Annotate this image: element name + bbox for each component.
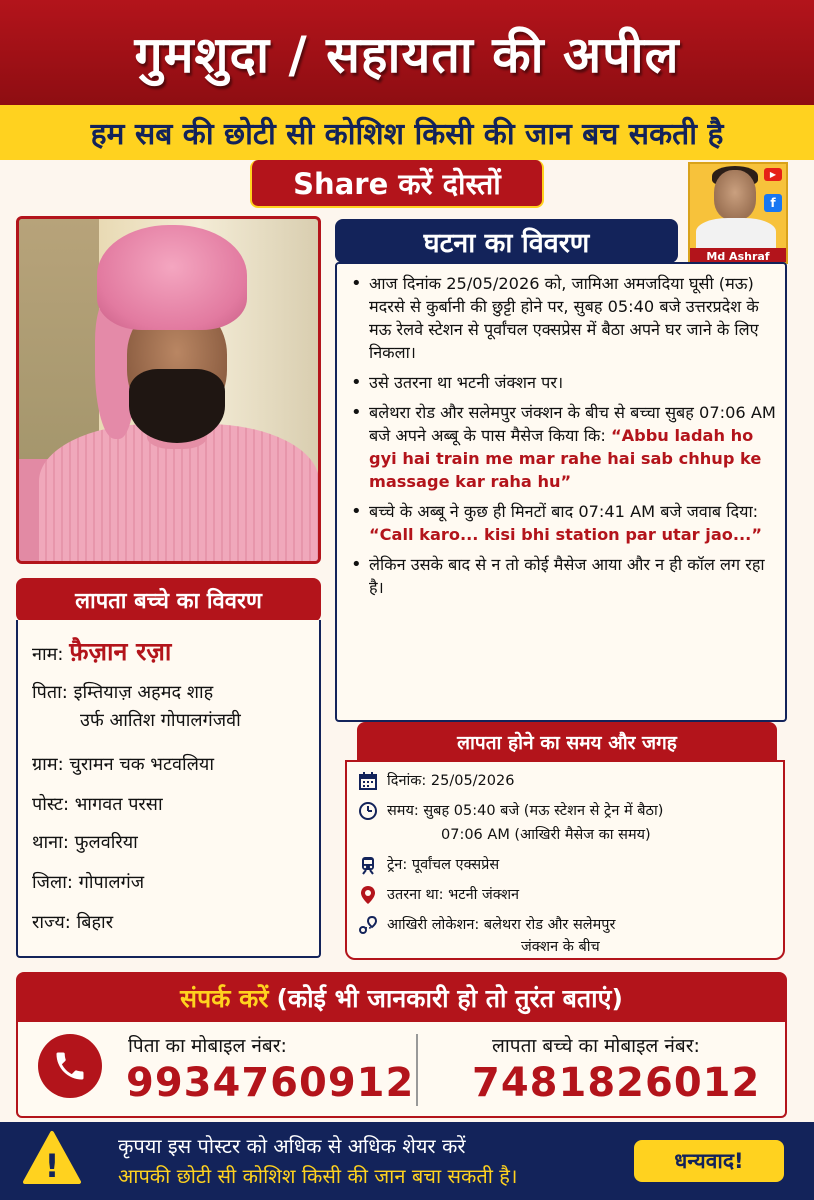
child-name-row — [32, 634, 171, 668]
village-value: चुरामन चक भटवलिया — [69, 754, 214, 775]
district-label: जिला: — [32, 872, 73, 893]
child-details-panel — [16, 620, 321, 958]
post-label: पोस्ट: — [32, 794, 70, 815]
share-badge — [250, 160, 544, 208]
train-name: ट्रेन: पूर्वांचल एक्सप्रेस — [387, 857, 500, 873]
photo-beard — [129, 369, 225, 443]
district-value: गोपालगंज — [78, 872, 145, 893]
police-station-row — [32, 830, 138, 854]
calendar-icon — [357, 770, 379, 792]
incident-panel — [335, 262, 787, 722]
police-station-label: थाना: — [32, 832, 69, 853]
village-label: ग्राम: — [32, 754, 64, 775]
share-label: Share करें दोस्तों — [293, 166, 501, 201]
district-row — [32, 870, 144, 894]
child-photo — [16, 216, 321, 564]
profile-name: Md Ashraf — [690, 248, 786, 264]
state-value: बिहार — [76, 912, 114, 933]
destination-row — [357, 884, 519, 906]
bullet-text: बच्चे के अब्बू ने कुछ ही मिनटों बाद 07:41 AM बजे जवाब दिया: — [369, 502, 759, 521]
incident-list — [351, 272, 781, 606]
profile-avatar — [688, 162, 788, 264]
route-icon — [357, 914, 379, 936]
clock-icon — [357, 800, 379, 822]
contact-divider — [416, 1034, 418, 1106]
child-phone-number[interactable]: 7481826012 — [472, 1060, 761, 1106]
time-place-panel — [345, 760, 785, 960]
location-pin-icon — [357, 884, 379, 906]
incident-header-label: घटना का विवरण — [423, 227, 590, 259]
state-row — [32, 910, 113, 934]
father-row — [32, 680, 213, 704]
incident-header — [335, 219, 678, 263]
father-phone-number[interactable]: 9934760912 — [126, 1060, 415, 1106]
title-banner — [0, 0, 814, 105]
father-phone-label: पिता का मोबाइल नंबर: — [128, 1035, 287, 1057]
footer-banner — [0, 1122, 814, 1200]
bullet-text: बलेथरा रोड और सलेमपुर जंक्शन के बीच से बच्चा सुबह 07:06 AM बजे अपने अब्बू के पास मैसेज किया कि: — [369, 403, 776, 445]
youtube-icon: ▶ — [764, 168, 782, 181]
poster-tagline: हम सब की छोटी सी कोशिश किसी की जान बच सकती है — [90, 117, 724, 152]
police-station-value: फुलवरिया — [74, 832, 138, 853]
photo-turban — [97, 225, 247, 330]
missing-time: समय: सुबह 05:40 बजे (मऊ स्टेशन से ट्रेन में बैठा) — [387, 803, 664, 819]
missing-date: दिनांक: 25/05/2026 — [387, 773, 515, 789]
post-value: भागवत परसा — [74, 794, 163, 815]
father-name: इम्तियाज़ अहमद शाह — [73, 682, 214, 703]
contact-header — [16, 972, 787, 1024]
time-place-header — [357, 722, 777, 762]
father-label: पिता: — [32, 682, 68, 703]
time-place-header-label: लापता होने का समय और जगह — [457, 732, 677, 754]
list-item — [351, 371, 781, 394]
thanks-badge: धन्यवाद! — [634, 1140, 784, 1182]
list-item — [351, 272, 781, 364]
time-row — [357, 800, 663, 822]
tagline-banner — [0, 105, 814, 160]
last-location: आखिरी लोकेशन: बलेथरा रोड और सलेमपुर — [387, 917, 616, 933]
destination-station: उतरना था: भटनी जंक्शन — [387, 887, 520, 903]
message-quote: “Abbu ladah ho gyi hai train me mar rahe hai sab chhup ke massage kar raha hu” — [369, 426, 762, 491]
reply-quote: “Call karo... kisi bhi station par utar jao...” — [369, 525, 762, 544]
last-location-cont-row — [521, 936, 600, 956]
last-location-row — [357, 914, 615, 936]
footer-share-request: कृपया इस पोस्टर को अधिक से अधिक शेयर करें — [118, 1134, 466, 1158]
phone-icon — [38, 1034, 102, 1098]
facebook-icon: f — [764, 194, 782, 212]
contact-title: संपर्क करें — [180, 984, 269, 1013]
last-message-time-row — [441, 824, 651, 844]
child-name: फ़ैज़ान रज़ा — [69, 637, 172, 666]
post-row — [32, 792, 163, 816]
profile-face — [714, 170, 756, 220]
warning-glyph: ! — [44, 1147, 60, 1185]
date-row — [357, 770, 514, 792]
last-message-time: 07:06 AM (आखिरी मैसेज का समय) — [441, 827, 651, 843]
bullet-text: आज दिनांक 25/05/2026 को, जामिआ अमजदिया घूसी (मऊ) मदरसे से कुर्बानी की छुट्टी होने पर, सुबह 05:40 बजे उत्तरप्रदेश के मऊ रेलवे स्टेशन से पूर्वांचल एक्सप्रेस में बैठा अपने घर जाने के लिए निकला। — [369, 274, 759, 362]
child-phone-label: लापता बच्चे का मोबाइल नंबर: — [492, 1035, 700, 1057]
name-label: नाम: — [32, 644, 64, 665]
bullet-text: लेकिन उसके बाद से न तो कोई मैसेज आया और न ही कॉल लग रहा है। — [369, 555, 765, 597]
village-row — [32, 752, 214, 776]
state-label: राज्य: — [32, 912, 71, 933]
father-alias: उर्फ आतिश गोपालगंजवी — [80, 710, 241, 731]
bullet-text: उसे उतरना था भटनी जंक्शन पर। — [369, 373, 564, 392]
list-item — [351, 401, 781, 493]
child-details-header-label: लापता बच्चे का विवरण — [75, 589, 262, 614]
train-icon — [357, 854, 379, 876]
profile-body — [696, 218, 776, 252]
contact-panel — [16, 1022, 787, 1118]
father-alias-row — [80, 708, 241, 732]
contact-subtitle: (कोई भी जानकारी हो तो तुरंत बताएं) — [276, 984, 623, 1013]
list-item — [351, 500, 781, 546]
footer-tagline: आपकी छोटी सी कोशिश किसी की जान बचा सकती है। — [118, 1164, 518, 1188]
child-details-header — [16, 578, 321, 622]
poster-title: गुमशुदा / सहायता की अपील — [134, 25, 680, 84]
train-row — [357, 854, 499, 876]
list-item — [351, 553, 781, 599]
warning-icon — [22, 1130, 82, 1186]
last-location-cont: जंक्शन के बीच — [521, 939, 600, 955]
